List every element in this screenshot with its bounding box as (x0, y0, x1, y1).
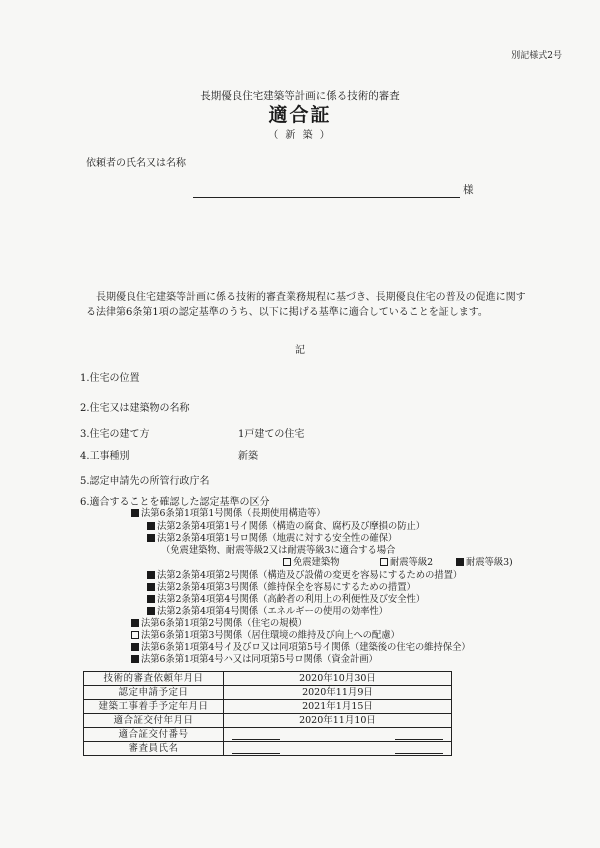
blank-line (232, 744, 280, 754)
checkbox-unchecked (380, 558, 388, 566)
table-label: 技術的審査依頼年月日 (84, 672, 224, 686)
criterion-row: 法第6条第1項第1号関係（長期使用構造等） (131, 505, 326, 519)
criterion-row: 法第6条第1項第2号関係（住宅の規模） (131, 615, 307, 629)
checkbox-checked (131, 619, 139, 627)
applicant-honorific: 様 (463, 184, 474, 196)
item-location-label: 1.住宅の位置 (80, 373, 140, 384)
table-row (84, 714, 452, 728)
table-value (224, 742, 452, 756)
table-row (84, 700, 452, 714)
applicant-name-line (193, 197, 460, 198)
review-info-table (83, 671, 452, 756)
blank-line (395, 730, 443, 740)
item-building-type-value: 1戸建ての住宅 (238, 429, 305, 440)
form-number: 別記様式2号 (511, 51, 562, 61)
criteria-heading: 6.適合することを確認した認定基準の区分 (80, 497, 270, 508)
table-value: 2021年1月15日 (224, 700, 452, 714)
table-row (84, 728, 452, 742)
seismic-option: 耐震等級3) (456, 554, 513, 568)
table-value (224, 728, 452, 742)
certification-statement: 長期優良住宅建築等計画に係る技術的審査業務規程に基づき、長期優良住宅の普及の促進に関する法律第6条第1項の認定基準のうち、以下に掲げる基準に適合していることを証します。 (86, 292, 526, 318)
checkbox-checked (456, 558, 464, 566)
checkbox-checked (131, 655, 139, 663)
checkbox-unchecked (283, 558, 291, 566)
ki-heading: 記 (295, 345, 305, 356)
seismic-option: 耐震等級2 (380, 554, 433, 568)
criterion-row: 法第2条第4項第3号関係（維持保全を容易にするための措置） (147, 579, 416, 593)
checkbox-checked (147, 583, 155, 591)
checkbox-checked (147, 522, 155, 530)
checkbox-checked (131, 509, 139, 517)
criterion-row: 法第2条第4項第4号関係（エネルギーの使用の効率性） (147, 603, 388, 617)
blank-line (232, 730, 280, 740)
criterion-row: 法第6条第1項第3号関係（居住環境の維持及び向上への配慮） (131, 627, 400, 641)
criterion-row: 法第2条第4項第1号イ関係（構造の腐食、腐朽及び摩損の防止） (147, 518, 425, 532)
item-construction-kind-value: 新築 (238, 451, 258, 462)
checkbox-checked (131, 643, 139, 651)
table-row (84, 742, 452, 756)
criterion-row: 法第2条第4項第2号関係（構造及び設備の変更を容易にするための措置） (147, 567, 462, 581)
seismic-option: 免震建築物 (283, 554, 339, 568)
table-value: 2020年10月30日 (224, 672, 452, 686)
table-row (84, 686, 452, 700)
criterion-row: 法第2条第4項第1号ロ関係（地震に対する安全性の確保） (147, 530, 397, 544)
criterion-row: 法第6条第1項第4号ハ又は同項第5号ロ関係（資金計画） (131, 651, 378, 665)
table-row (84, 672, 452, 686)
table-value: 2020年11月10日 (224, 714, 452, 728)
table-label: 適合証交付年月日 (84, 714, 224, 728)
checkbox-checked (147, 607, 155, 615)
checkbox-unchecked (131, 631, 139, 639)
checkbox-checked (147, 534, 155, 542)
document-title: 適合証 (268, 104, 332, 126)
item-building-type-label: 3.住宅の建て方 (80, 429, 150, 440)
construction-type: （ 新 築 ） (268, 130, 332, 141)
criterion-row: 法第2条第4項第4号関係（高齢者の利用上の利便性及び安全性） (147, 591, 425, 605)
applicant-label: 依頼者の氏名又は名称 (86, 158, 186, 169)
item-building-name-label: 2.住宅又は建築物の名称 (80, 403, 190, 414)
checkbox-checked (147, 595, 155, 603)
item-construction-kind-label: 4.工事種別 (80, 451, 130, 462)
table-value: 2020年11月9日 (224, 686, 452, 700)
item-authority-label: 5.認定申請先の所管行政庁名 (80, 476, 210, 487)
criterion-row: （免震建築物、耐震等級2又は耐震等級3に適合する場合 (161, 545, 396, 556)
table-label: 審査員氏名 (84, 742, 224, 756)
blank-line (395, 744, 443, 754)
table-label: 適合証交付番号 (84, 728, 224, 742)
checkbox-checked (147, 571, 155, 579)
criterion-row: 法第6条第1項第4号イ及びロ又は同項第5号イ関係（建築後の住宅の維持保全） (131, 639, 471, 653)
table-label: 認定申請予定日 (84, 686, 224, 700)
document-subtitle: 長期優良住宅建築等計画に係る技術的審査 (200, 90, 400, 102)
table-label: 建築工事着手予定年月日 (84, 700, 224, 714)
